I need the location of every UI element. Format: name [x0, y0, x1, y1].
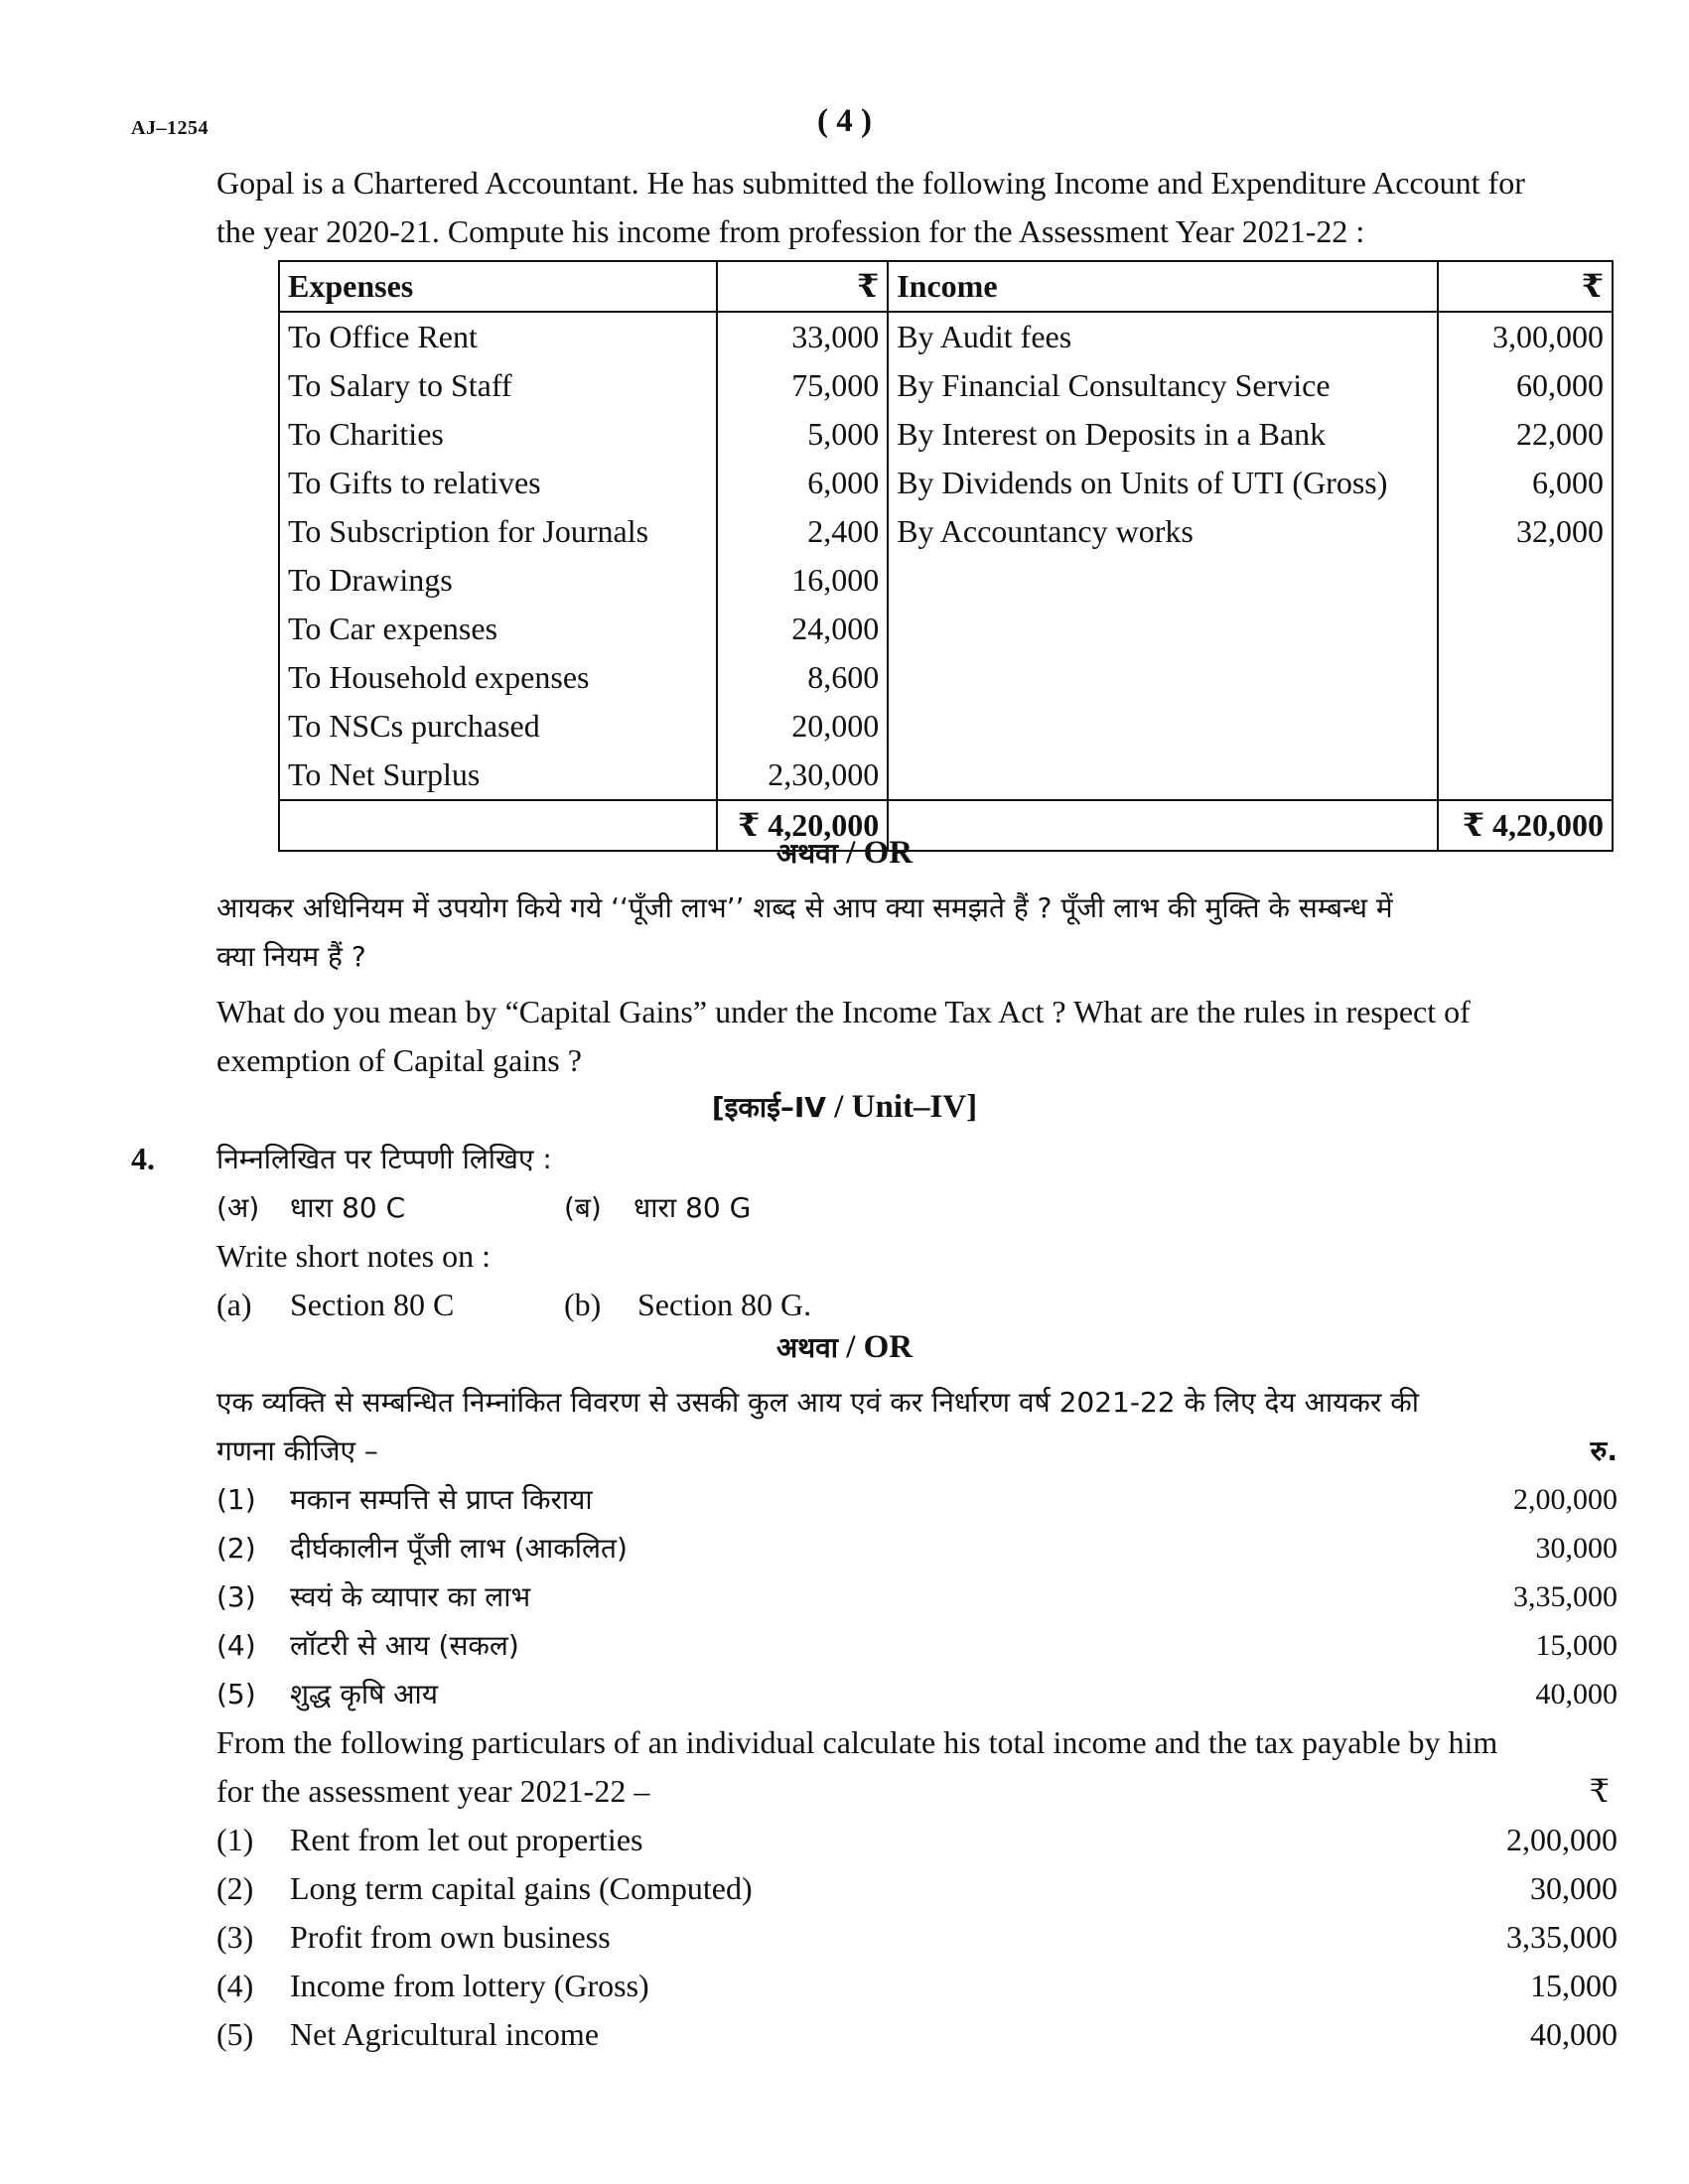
- item-number: (2): [216, 1532, 256, 1565]
- q4-number: 4.: [131, 1141, 155, 1176]
- item-label: शुद्ध कृषि आय: [290, 1678, 439, 1710]
- expense-label: To Drawings: [279, 556, 717, 605]
- expense-label: To Car expenses: [279, 605, 717, 653]
- q4-alt-english-line-1: From the following particulars of an individual calculate his total income and the tax payable by him: [216, 1724, 1498, 1760]
- header-rupee-left: ₹: [717, 261, 888, 312]
- list-item: [0, 1572, 1689, 1621]
- item-label: Net Agricultural income: [290, 2016, 600, 2052]
- list-item: [0, 1962, 1689, 2010]
- expense-label: To Household expenses: [279, 653, 717, 702]
- item-number: (1): [216, 1822, 254, 1857]
- item-label: Rent from let out properties: [290, 1822, 643, 1857]
- or-english: OR: [863, 1329, 914, 1365]
- q4-english-b-label: (b): [564, 1287, 602, 1322]
- expense-amount: 2,400: [717, 507, 888, 556]
- item-label: Long term capital gains (Computed): [290, 1870, 753, 1906]
- table-row: [279, 702, 1613, 751]
- item-value: 3,35,000: [1513, 1580, 1618, 1613]
- q4-hindi-b-label: (ब): [564, 1191, 602, 1224]
- page-number: ( 4 ): [817, 103, 872, 139]
- q4-alt-hindi-line-2: गणना कीजिए –: [216, 1434, 378, 1467]
- item-value: 30,000: [1530, 1870, 1618, 1906]
- item-number: (2): [216, 1870, 254, 1906]
- q3-intro-line-1: Gopal is a Chartered Accountant. He has submitted the following Income and Expenditure Account for: [216, 165, 1525, 201]
- expense-label: To Subscription for Journals: [279, 507, 717, 556]
- q3-intro-line-2: the year 2020-21. Compute his income from profession for the Assessment Year 2021-22 :: [216, 213, 1365, 249]
- item-value: 30,000: [1535, 1532, 1618, 1565]
- income-amount: 32,000: [1438, 507, 1613, 556]
- expense-amount: 75,000: [717, 361, 888, 410]
- item-label: Income from lottery (Gross): [290, 1968, 649, 2003]
- income-amount: 3,00,000: [1438, 312, 1613, 361]
- income-label: By Accountancy works: [888, 507, 1438, 556]
- item-label: स्वयं के व्यापार का लाभ: [290, 1580, 531, 1613]
- q4-hindi-a-label: (अ): [216, 1191, 260, 1224]
- or-separator: /: [837, 835, 864, 871]
- income-label: By Interest on Deposits in a Bank: [888, 410, 1438, 459]
- header-income: Income: [888, 261, 1438, 312]
- list-item: [0, 1524, 1689, 1572]
- item-value: 15,000: [1530, 1968, 1618, 2003]
- header-expenses: Expenses: [279, 261, 717, 312]
- or-hindi: अथवा: [775, 837, 838, 870]
- expense-amount: 33,000: [717, 312, 888, 361]
- or-divider-q3: [0, 834, 1689, 872]
- list-item: [0, 1816, 1689, 1864]
- income-label: [888, 653, 1438, 702]
- q4-alt-english-line-2: for the assessment year 2021-22 –: [216, 1773, 650, 1809]
- list-item: [0, 1475, 1689, 1524]
- q4-english-a-text: Section 80 C: [290, 1287, 455, 1322]
- table-row: [279, 410, 1613, 459]
- income-amount: [1438, 751, 1613, 800]
- list-item: [0, 2010, 1689, 2059]
- expense-amount: 6,000: [717, 459, 888, 507]
- table-row: [279, 653, 1613, 702]
- income-amount: 6,000: [1438, 459, 1613, 507]
- income-amount: 60,000: [1438, 361, 1613, 410]
- q4-alt-hindi-line-1: एक व्यक्ति से सम्बन्धित निम्नांकित विवरण से उसकी कुल आय एवं कर निर्धारण वर्ष 2021-22 के लिए देय आयकर की: [216, 1386, 1419, 1419]
- expense-amount: 20,000: [717, 702, 888, 751]
- table-header-row: [279, 261, 1613, 312]
- q3-alt-english-line-1: What do you mean by “Capital Gains” under the Income Tax Act ? What are the rules in respect of: [216, 994, 1471, 1029]
- list-item: [0, 1864, 1689, 1913]
- income-label: [888, 556, 1438, 605]
- income-expenditure-table: [278, 260, 1614, 852]
- q4-hindi-b-text: धारा 80 G: [633, 1191, 752, 1224]
- or-divider-q4: [0, 1328, 1689, 1366]
- expense-amount: 8,600: [717, 653, 888, 702]
- item-value: 3,35,000: [1506, 1919, 1618, 1955]
- unit-english: Unit–IV]: [851, 1089, 978, 1125]
- expense-amount: 2,30,000: [717, 751, 888, 800]
- or-hindi: अथवा: [775, 1331, 838, 1364]
- q3-alt-english-line-2: exemption of Capital gains ?: [216, 1042, 582, 1078]
- expense-label: To Gifts to relatives: [279, 459, 717, 507]
- item-number: (1): [216, 1483, 256, 1516]
- income-amount: 22,000: [1438, 410, 1613, 459]
- table-row: [279, 361, 1613, 410]
- item-number: (3): [216, 1919, 254, 1955]
- table-row: [279, 312, 1613, 361]
- expense-amount: 24,000: [717, 605, 888, 653]
- header-rupee-right: ₹: [1438, 261, 1613, 312]
- item-value: 2,00,000: [1513, 1483, 1618, 1516]
- paper-code: AJ–1254: [131, 117, 209, 139]
- item-number: (3): [216, 1580, 256, 1613]
- item-label: मकान सम्पत्ति से प्राप्त किराया: [290, 1483, 593, 1516]
- unit-heading: [0, 1088, 1689, 1126]
- item-label: लॉटरी से आय (सकल): [290, 1629, 519, 1662]
- income-label: [888, 702, 1438, 751]
- item-number: (5): [216, 1678, 256, 1710]
- income-label: By Audit fees: [888, 312, 1438, 361]
- unit-hindi: [इकाई–IV: [711, 1091, 826, 1124]
- hindi-currency-label: रु.: [1590, 1434, 1618, 1467]
- item-value: 2,00,000: [1506, 1822, 1618, 1857]
- item-value: 15,000: [1535, 1629, 1618, 1662]
- q4-hindi-prompt: निम्नलिखित पर टिप्पणी लिखिए :: [216, 1143, 552, 1175]
- item-number: (4): [216, 1629, 256, 1662]
- item-value: 40,000: [1535, 1678, 1618, 1710]
- list-item: [0, 1913, 1689, 1962]
- item-number: (4): [216, 1968, 254, 2003]
- total-expenses: ₹ 4,20,000: [717, 800, 888, 851]
- list-item: [0, 1621, 1689, 1670]
- table-row: [279, 556, 1613, 605]
- expense-label: To Office Rent: [279, 312, 717, 361]
- expense-amount: 16,000: [717, 556, 888, 605]
- total-income: ₹ 4,20,000: [1438, 800, 1613, 851]
- income-label: [888, 605, 1438, 653]
- item-label: Profit from own business: [290, 1919, 611, 1955]
- item-label: दीर्घकालीन पूँजी लाभ (आकलित): [290, 1532, 628, 1565]
- english-currency-label: ₹: [1589, 1773, 1610, 1809]
- income-label: By Dividends on Units of UTI (Gross): [888, 459, 1438, 507]
- item-number: (5): [216, 2016, 254, 2052]
- q4-hindi-a-text: धारा 80 C: [290, 1191, 406, 1224]
- income-amount: [1438, 653, 1613, 702]
- q3-alt-hindi-line-2: क्या नियम हैं ?: [216, 940, 366, 973]
- income-amount: [1438, 605, 1613, 653]
- expense-label: To NSCs purchased: [279, 702, 717, 751]
- expense-amount: 5,000: [717, 410, 888, 459]
- expense-label: To Charities: [279, 410, 717, 459]
- income-amount: [1438, 702, 1613, 751]
- expense-label: To Salary to Staff: [279, 361, 717, 410]
- table-row: [279, 459, 1613, 507]
- income-label: By Financial Consultancy Service: [888, 361, 1438, 410]
- table-row: [279, 507, 1613, 556]
- unit-separator: /: [825, 1089, 852, 1125]
- q4-english-prompt: Write short notes on :: [216, 1238, 491, 1274]
- income-label: [888, 751, 1438, 800]
- q4-english-b-text: Section 80 G.: [637, 1287, 812, 1322]
- or-english: OR: [863, 835, 914, 871]
- q4-english-a-label: (a): [216, 1287, 252, 1322]
- q3-alt-hindi-line-1: आयकर अधिनियम में उपयोग किये गये ‘‘पूँजी लाभ’’ शब्द से आप क्या समझते हैं ? पूँजी लाभ की मुक्ति के सम्बन्ध में: [216, 891, 1393, 924]
- table-row: [279, 751, 1613, 800]
- income-amount: [1438, 556, 1613, 605]
- table-row: [279, 605, 1613, 653]
- expense-label: To Net Surplus: [279, 751, 717, 800]
- list-item: [0, 1670, 1689, 1718]
- or-separator: /: [837, 1329, 864, 1365]
- item-value: 40,000: [1530, 2016, 1618, 2052]
